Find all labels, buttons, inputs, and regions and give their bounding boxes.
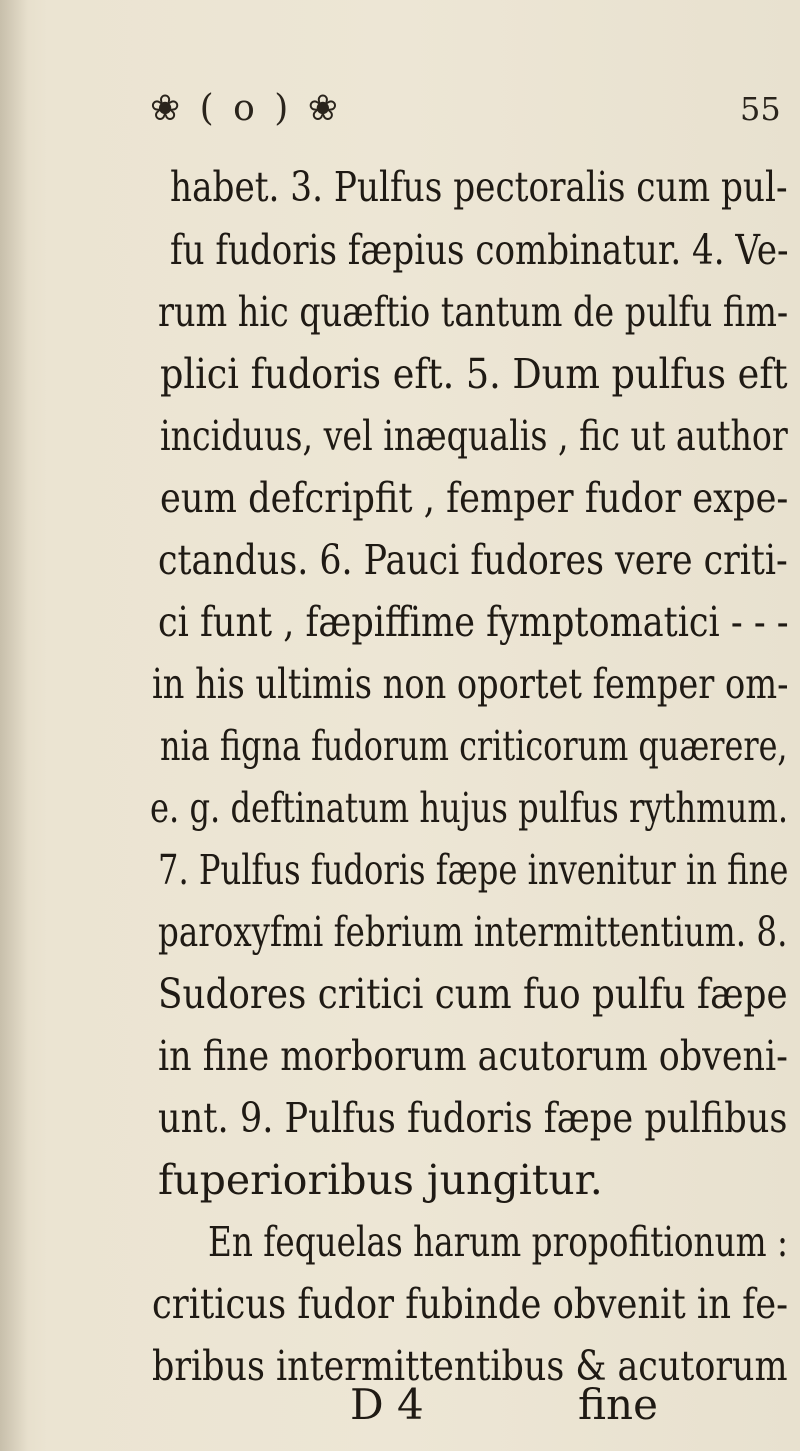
text-line: eum defcripfit , femper fudor expe-	[160, 474, 789, 522]
text-line: 7. Pulfus fudoris fæpe invenitur in fine	[158, 846, 789, 894]
text-line: bribus intermittentibus & acutorum	[152, 1342, 788, 1390]
text-line: in fine morborum acutorum obveni-	[158, 1032, 788, 1080]
text-line: fuperioribus jungitur.	[158, 1156, 603, 1204]
text-line: nia figna fudorum criticorum quærere,	[160, 722, 788, 770]
text-line: En fequelas harum propofitionum :	[208, 1218, 789, 1266]
text-line: inciduus, vel inæqualis , fic ut author	[160, 412, 788, 460]
text-line: Sudores critici cum fuo pulfu fæpe	[158, 970, 788, 1018]
text-line: e. g. deftinatum hujus pulfus rythmum.	[150, 784, 789, 832]
text-line: ci funt , fæpiffime fymptomatici - - -	[158, 598, 789, 646]
page-gutter-shadow	[0, 0, 28, 1451]
text-line: in his ultimis non oportet femper om-	[152, 660, 789, 708]
text-line: rum hic quæftio tantum de pulfu fim-	[158, 288, 789, 336]
catchword: fine	[578, 1380, 658, 1429]
text-line: unt. 9. Pulfus fudoris fæpe pulfibus	[158, 1094, 788, 1142]
text-line: habet. 3. Pulfus pectoralis cum pul-	[170, 163, 788, 211]
text-line: paroxyfmi febrium intermittentium. 8.	[158, 908, 788, 956]
text-line: plici fudoris eft. 5. Dum pulfus eft	[160, 350, 788, 398]
signature-mark: D 4	[350, 1380, 424, 1429]
page-number: 55	[740, 90, 781, 128]
text-line: ctandus. 6. Pauci fudores vere criti-	[158, 536, 788, 584]
text-line: fu fudoris fæpius combinatur. 4. Ve-	[170, 226, 789, 274]
running-header-ornament: ❀ ( o ) ❀	[150, 88, 342, 129]
text-line: criticus fudor fubinde obvenit in fe-	[152, 1280, 789, 1328]
